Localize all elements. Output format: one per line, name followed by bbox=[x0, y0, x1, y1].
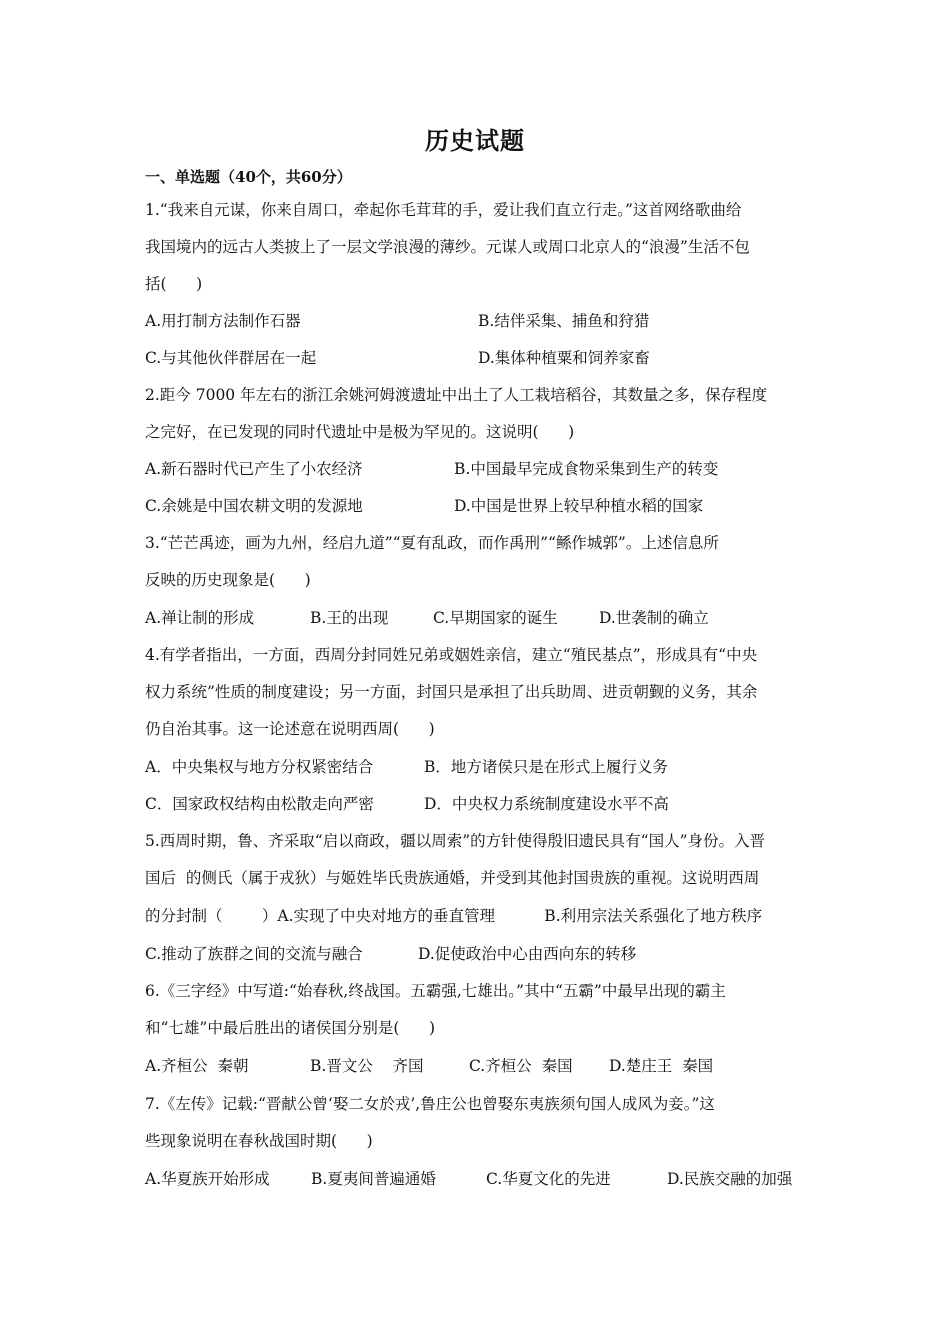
question-4-line-1: 4.有学者指出，一方面，西周分封同姓兄弟或姻姓亲信，建立“殖民基点”，形成具有“中央 bbox=[145, 646, 758, 664]
question-1-line-3: 括( ) bbox=[145, 275, 203, 293]
question-3-option-b: B.王的出现 bbox=[310, 609, 389, 627]
question-3-line-2: 反映的历史现象是( ) bbox=[145, 571, 311, 589]
question-5-line-2: 国后 的侧氏（属于戎狄）与姬姓毕氏贵族通婚，并受到其他封国贵族的重视。这说明西周 bbox=[145, 869, 760, 887]
question-2-line-1: 2.距今 7000 年左右的浙江余姚河姆渡遗址中出土了人工栽培稻谷，其数量之多，保存程度 bbox=[145, 386, 768, 404]
question-1-option-a: A.用打制方法制作石器 bbox=[145, 312, 301, 330]
question-1-option-c: C.与其他伙伴群居在一起 bbox=[145, 349, 317, 367]
question-1-option-d: D.集体种植粟和饲养家畜 bbox=[478, 349, 650, 367]
question-7-option-c: C.华夏文化的先进 bbox=[486, 1170, 611, 1188]
question-3-option-a: A.禅让制的形成 bbox=[145, 609, 255, 627]
question-6-option-c: C.齐桓公 秦国 bbox=[469, 1057, 573, 1075]
page-title: 历史试题 bbox=[425, 126, 525, 155]
question-5-option-c: C.推动了族群之间的交流与融合 bbox=[145, 945, 363, 963]
question-7-line-2: 些现象说明在春秋战国时期( ) bbox=[145, 1132, 373, 1150]
question-4-line-2: 权力系统”性质的制度建设；另一方面，封国只是承担了出兵助周、进贡朝觐的义务，其余 bbox=[145, 683, 758, 701]
question-6-line-2: 和“七雄”中最后胜出的诸侯国分别是( ) bbox=[145, 1019, 436, 1037]
question-2-line-2: 之完好，在已发现的同时代遗址中是极为罕见的。这说明( ) bbox=[145, 423, 575, 441]
question-7-line-1: 7.《左传》记载:“晋献公曾‘娶二女於戎’,鲁庄公也曾娶东夷族须句国人成风为妾。”这 bbox=[145, 1095, 715, 1113]
question-6-option-a: A.齐桓公 秦朝 bbox=[145, 1057, 249, 1075]
question-3-line-1: 3.“芒芒禹迹，画为九州，经启九道”“夏有乱政，而作禹刑”“鲧作城郭”。上述信息所 bbox=[145, 534, 719, 552]
question-7-option-b: B.夏夷间普遍通婚 bbox=[311, 1170, 436, 1188]
question-3-option-c: C.早期国家的诞生 bbox=[433, 609, 558, 627]
question-7-option-a: A.华夏族开始形成 bbox=[145, 1170, 270, 1188]
question-4-option-b: B．地方诸侯只是在形式上履行义务 bbox=[424, 758, 668, 776]
question-1-line-2: 我国境内的远古人类披上了一层文学浪漫的薄纱。元谋人或周口北京人的“浪漫”生活不包 bbox=[145, 238, 750, 256]
question-3-option-d: D.世袭制的确立 bbox=[599, 609, 709, 627]
question-2-option-b: B.中国最早完成食物采集到生产的转变 bbox=[454, 460, 719, 478]
question-5-option-d: D.促使政治中心由西向东的转移 bbox=[418, 945, 637, 963]
question-4-option-d: D．中央权力系统制度建设水平不高 bbox=[424, 795, 669, 813]
question-2-option-c: C.余姚是中国农耕文明的发源地 bbox=[145, 497, 363, 515]
question-4-option-c: C．国家政权结构由松散走向严密 bbox=[145, 795, 374, 813]
question-4-option-a: A．中央集权与地方分权紧密结合 bbox=[145, 758, 374, 776]
question-6-option-d: D.楚庄王 秦国 bbox=[609, 1057, 714, 1075]
question-6-option-b: B.晋文公 齐国 bbox=[310, 1057, 424, 1075]
question-6-line-1: 6.《三字经》中写道:“始春秋,终战国。五霸强,七雄出。”其中“五霸”中最早出现的霸主 bbox=[145, 982, 726, 1000]
section-heading: 一、单选题（40个，共60分） bbox=[145, 168, 352, 186]
question-5-line-1: 5.西周时期，鲁、齐采取“启以商政，疆以周索”的方针使得殷旧遗民具有“国人”身份。入晋 bbox=[145, 832, 765, 850]
question-7-option-d: D.民族交融的加强 bbox=[667, 1170, 793, 1188]
question-1-option-b: B.结伴采集、捕鱼和狩猎 bbox=[478, 312, 650, 330]
question-4-line-3: 仍自治其事。这一论述意在说明西周( ) bbox=[145, 720, 435, 738]
question-1-line-1: 1.“我来自元谋，你来自周口，牵起你毛茸茸的手，爱让我们直立行走。”这首网络歌曲给 bbox=[145, 201, 742, 219]
question-5-line-3: 的分封制（ ）A.实现了中央对地方的垂直管理 B.利用宗法关系强化了地方秩序 bbox=[145, 907, 763, 925]
question-2-option-d: D.中国是世界上较早种植水稻的国家 bbox=[454, 497, 704, 515]
question-2-option-a: A.新石器时代已产生了小农经济 bbox=[145, 460, 363, 478]
